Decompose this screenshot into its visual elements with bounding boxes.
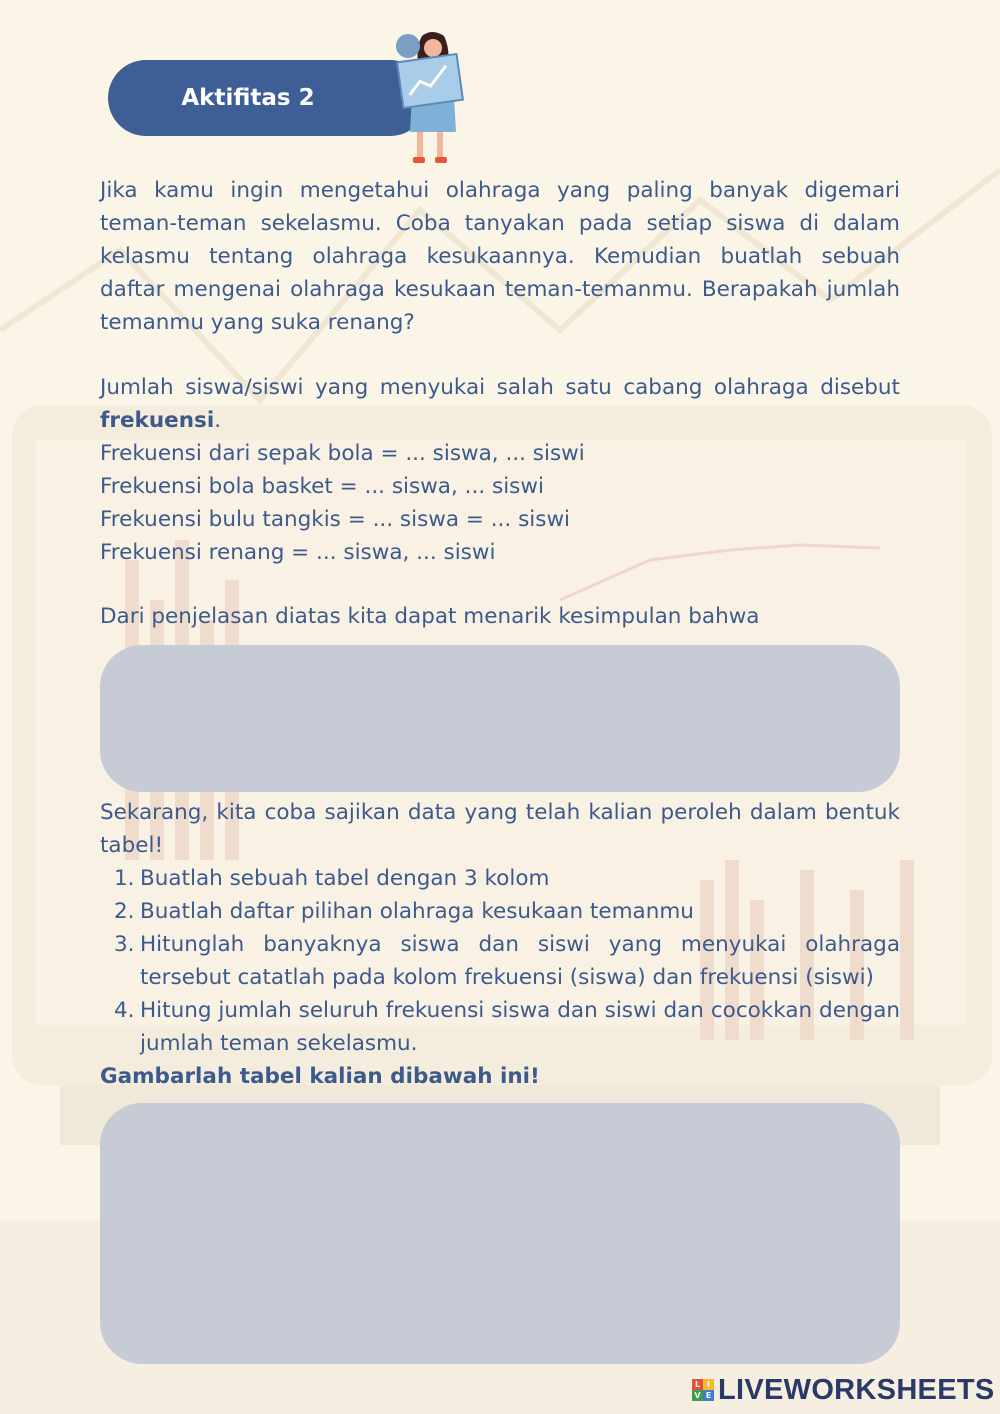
step-item	[100, 895, 900, 928]
logo-letter: I	[703, 1379, 714, 1390]
frequency-term-line	[100, 404, 900, 437]
logo-letter: L	[692, 1379, 703, 1390]
conclusion-answer-box[interactable]	[100, 645, 900, 792]
table-task-intro: tabel!	[100, 833, 164, 858]
frequency-term-end: .	[214, 408, 222, 433]
intro-line: temanmu yang suka renang?	[100, 310, 415, 335]
step-text: Hitung jumlah seluruh frekuensi siswa dan siswi dan cocokkan dengan jumlah teman sekelasmu.	[140, 998, 900, 1056]
frequency-item: Frekuensi bola basket = ... siswa, ... siswi	[100, 474, 544, 499]
frequency-item: Frekuensi dari sepak bola = ... siswa, ... siswi	[100, 441, 585, 466]
woman-holding-chart-illustration	[392, 30, 472, 166]
intro-line: kelasmu tentang olahraga kesukaannya. Kemudian buatlah sebuah	[100, 244, 900, 269]
activity-title: Aktifitas 2	[181, 85, 315, 111]
activity-title-banner	[108, 60, 428, 136]
intro-line: daftar mengenai olahraga kesukaan teman-temanmu. Berapakah jumlah	[100, 277, 900, 302]
frequency-definition: Jumlah siswa/siswi yang menyukai salah satu cabang olahraga disebut	[100, 375, 900, 400]
liveworksheets-wordmark: LIVEWORKSHEETS	[718, 1373, 995, 1406]
step-text: Buatlah daftar pilihan olahraga kesukaan temanmu	[140, 899, 694, 924]
step-item	[100, 994, 900, 1060]
step-number: 1.	[114, 866, 135, 891]
liveworksheets-logo[interactable]	[692, 1372, 995, 1408]
table-task-intro: Sekarang, kita coba sajikan data yang telah kalian peroleh dalam bentuk	[100, 800, 900, 825]
liveworksheets-icon	[692, 1379, 714, 1401]
intro-line: Jika kamu ingin mengetahui olahraga yang paling banyak digemari	[100, 178, 900, 203]
step-number: 2.	[114, 899, 135, 924]
step-text: Buatlah sebuah tabel dengan 3 kolom	[140, 866, 550, 891]
step-number: 4.	[114, 998, 135, 1023]
frequency-item: Frekuensi bulu tangkis = ... siswa = ... siswi	[100, 507, 570, 532]
intro-paragraph	[100, 174, 900, 339]
step-text: Hitunglah banyaknya siswa dan siswi yang menyukai olahraga tersebut catatlah pada kolom frekuensi (siswa) dan frekuensi (siswi)	[140, 932, 900, 990]
frequency-section	[100, 371, 900, 569]
frequency-item: Frekuensi renang = ... siswa, ... siswi	[100, 540, 496, 565]
logo-letter: E	[703, 1390, 714, 1401]
intro-line: teman-teman sekelasmu. Coba tanyakan pada setiap siswa di dalam	[100, 211, 900, 236]
frequency-term: frekuensi	[100, 408, 215, 433]
draw-table-prompt: Gambarlah tabel kalian dibawah ini!	[100, 1064, 540, 1089]
step-number: 3.	[114, 932, 135, 957]
table-task-section	[100, 796, 900, 1093]
steps-list	[100, 862, 900, 1060]
table-drawing-box[interactable]	[100, 1103, 900, 1364]
conclusion-prompt: Dari penjelasan diatas kita dapat menarik kesimpulan bahwa	[100, 604, 760, 629]
step-item	[100, 862, 900, 895]
step-item	[100, 928, 900, 994]
logo-letter: V	[692, 1390, 703, 1401]
